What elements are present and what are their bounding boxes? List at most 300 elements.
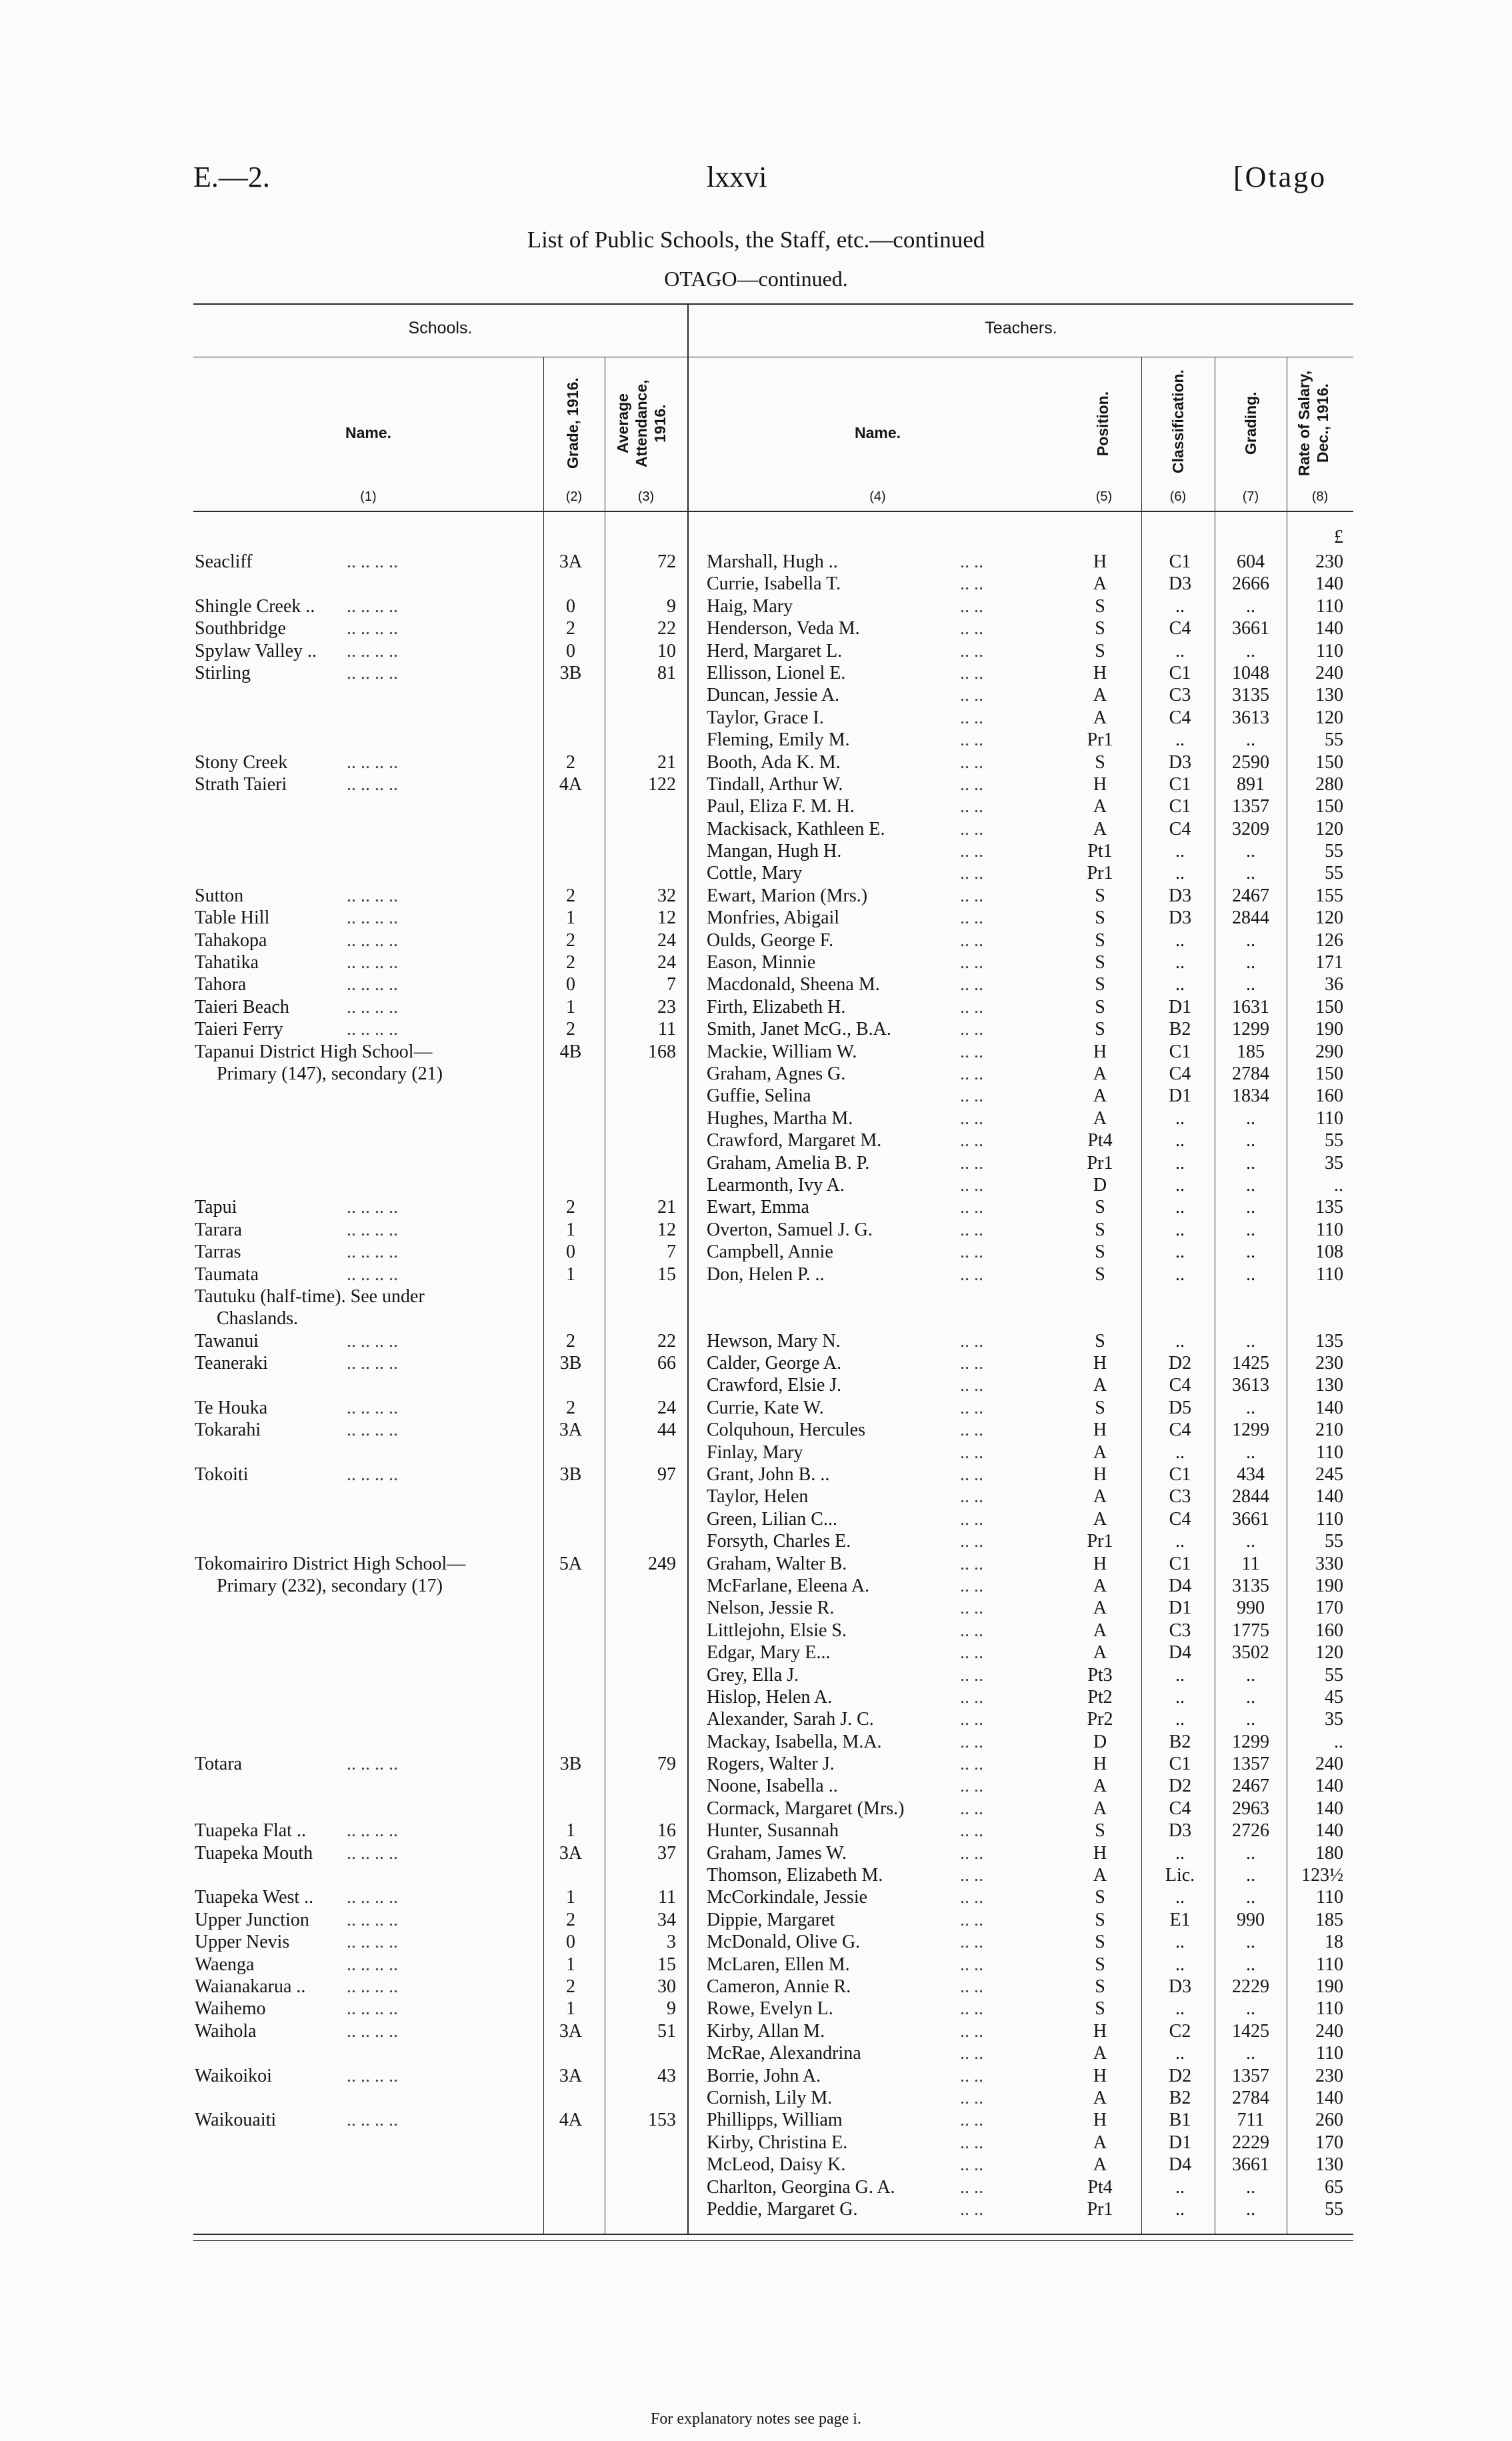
teachers-group-header: Teachers. [985, 319, 1057, 337]
position: S [1095, 929, 1105, 951]
position: S [1095, 1820, 1105, 1842]
position: Pr2 [1087, 1709, 1113, 1730]
position: S [1095, 1219, 1105, 1240]
position: A [1093, 1620, 1107, 1641]
attendance: 15 [657, 1264, 676, 1285]
classification: .. [1175, 841, 1185, 862]
table-row [0, 1508, 1512, 1530]
table-row [0, 1998, 1512, 2020]
col-number: (4) [869, 489, 886, 504]
classification: D5 [1168, 1397, 1192, 1418]
position: A [1093, 1063, 1107, 1084]
table-row [0, 1330, 1512, 1352]
table-row [0, 1775, 1512, 1797]
classification: .. [1175, 1130, 1185, 1151]
attendance: 23 [657, 996, 676, 1017]
attendance: 24 [657, 929, 676, 951]
teacher-name: Learmonth, Ivy A. [707, 1174, 845, 1195]
grading: .. [1246, 1709, 1255, 1730]
leader-dots: .. .. .. .. [347, 640, 398, 661]
salary: 140 [1315, 1486, 1343, 1508]
grade: 3B [559, 1754, 582, 1775]
attendance: 9 [667, 595, 676, 617]
attendance: 34 [657, 1909, 676, 1930]
leader-dots: .. .. [960, 974, 983, 995]
leader-dots: .. .. [960, 1642, 983, 1664]
salary: 190 [1315, 1019, 1343, 1040]
position: A [1093, 2043, 1107, 2064]
table-row [0, 818, 1512, 840]
table-row [0, 2020, 1512, 2042]
salary: 126 [1315, 929, 1343, 951]
salary: 123½ [1301, 1865, 1343, 1886]
grading: .. [1246, 841, 1255, 862]
school-name: Tahatika [195, 952, 259, 973]
table-row [0, 996, 1512, 1018]
position: S [1095, 1019, 1105, 1040]
school-name: Tuapeka Flat .. [195, 1820, 306, 1842]
grading: 1048 [1232, 662, 1269, 683]
salary: 135 [1315, 1330, 1343, 1352]
table-row [0, 2198, 1512, 2220]
grading: .. [1246, 974, 1255, 995]
position: A [1093, 818, 1107, 839]
classification: D3 [1168, 885, 1192, 906]
position: D [1093, 1174, 1107, 1195]
table-row [0, 573, 1512, 595]
leader-dots: .. .. [960, 1932, 983, 1953]
teacher-name: Dippie, Margaret [707, 1909, 835, 1930]
salary: 170 [1315, 1598, 1343, 1619]
classification: D2 [1168, 1776, 1192, 1797]
classification: D3 [1168, 907, 1192, 929]
position: S [1095, 1909, 1105, 1930]
position: A [1093, 796, 1107, 817]
attendance: 168 [648, 1041, 676, 1062]
grading: .. [1246, 729, 1255, 751]
leader-dots: .. .. [960, 1063, 983, 1084]
school-name: Tokoiti [195, 1464, 249, 1486]
salary: 140 [1315, 2087, 1343, 2108]
teacher-name: Hislop, Helen A. [707, 1686, 833, 1708]
grading: .. [1246, 1842, 1255, 1864]
teacher-name: Currie, Isabella T. [707, 573, 841, 595]
position: A [1093, 1508, 1107, 1530]
col-number: (3) [637, 489, 655, 504]
grade: 0 [566, 595, 575, 617]
leader-dots: .. .. [960, 1085, 983, 1107]
table-row [0, 1085, 1512, 1107]
school-name: Tokomairiro District High School— [195, 1553, 466, 1574]
leader-dots: .. .. .. .. [347, 2020, 398, 2042]
table-row [0, 1553, 1512, 1575]
position: H [1093, 2065, 1107, 2086]
leader-dots: .. .. [960, 2198, 983, 2220]
teacher-name: Haig, Mary [707, 595, 793, 617]
grading: 434 [1237, 1464, 1265, 1486]
teacher-name: Hunter, Susannah [707, 1820, 839, 1842]
table-row [0, 1886, 1512, 1908]
table-row [0, 885, 1512, 907]
grading: .. [1246, 1264, 1255, 1285]
grading: .. [1246, 640, 1255, 661]
school-name: Waikouaiti [195, 2110, 277, 2131]
grading: .. [1246, 863, 1255, 884]
classification: .. [1175, 1152, 1185, 1173]
salary: 55 [1325, 1531, 1343, 1552]
leader-dots: .. .. [960, 1620, 983, 1641]
position: H [1093, 1464, 1107, 1486]
grade: 2 [566, 952, 575, 973]
table-row [0, 840, 1512, 862]
leader-dots: .. .. .. .. [347, 1242, 398, 1263]
grading: 1357 [1232, 2065, 1269, 2086]
leader-dots: .. .. [960, 1865, 983, 1886]
grading: .. [1246, 929, 1255, 951]
attendance: 10 [657, 640, 676, 661]
leader-dots: .. .. [960, 863, 983, 884]
grade: 2 [566, 929, 575, 951]
grade: 0 [566, 974, 575, 995]
leader-dots: .. .. .. .. [347, 1219, 398, 1240]
salary: 110 [1316, 1107, 1343, 1129]
salary: 240 [1315, 1754, 1343, 1775]
grading: 2784 [1232, 2087, 1269, 2108]
leader-dots: .. .. [960, 1575, 983, 1596]
classification: C1 [1169, 1041, 1191, 1062]
col-header-school-name: Name. [345, 424, 392, 441]
position: S [1095, 952, 1105, 973]
school-name: Tokarahi [195, 1420, 261, 1441]
table-top-rule [193, 303, 1353, 305]
grading: 2784 [1232, 1063, 1269, 1084]
table-row [0, 862, 1512, 884]
classification: E1 [1169, 1909, 1191, 1930]
attendance: 81 [657, 662, 676, 683]
table-row [0, 1842, 1512, 1864]
grade: 0 [566, 1242, 575, 1263]
grading: 3613 [1232, 707, 1269, 728]
table-row [0, 1686, 1512, 1708]
table-row [0, 1864, 1512, 1886]
leader-dots: .. .. [960, 1420, 983, 1441]
table-row [0, 1286, 1512, 1308]
grading: 990 [1237, 1909, 1265, 1930]
school-name: Totara [195, 1754, 243, 1775]
grade: 1 [566, 1820, 575, 1842]
grading: 1834 [1232, 1085, 1269, 1107]
grade: 5A [559, 1553, 583, 1574]
leader-dots: .. .. [960, 751, 983, 773]
position: H [1093, 551, 1107, 572]
table-row [0, 1107, 1512, 1129]
position: A [1093, 1642, 1107, 1664]
table-row [0, 551, 1512, 573]
attendance: 16 [657, 1820, 676, 1842]
school-name: Stirling [195, 662, 251, 683]
school-name: Sutton [195, 885, 244, 906]
position: A [1093, 2154, 1107, 2176]
table-row [0, 1642, 1512, 1664]
grading: .. [1246, 2176, 1255, 2198]
leader-dots: .. .. .. .. [347, 1754, 398, 1775]
grade: 0 [566, 640, 575, 661]
teacher-name: Hewson, Mary N. [707, 1330, 841, 1352]
teacher-name: Kirby, Allan M. [707, 2020, 825, 2042]
grading: .. [1246, 1397, 1255, 1418]
position: H [1093, 1041, 1107, 1062]
salary: 55 [1325, 729, 1343, 751]
leader-dots: .. .. [960, 1998, 983, 2020]
teacher-name: Alexander, Sarah J. C. [707, 1709, 874, 1730]
salary: 140 [1315, 1776, 1343, 1797]
grade: 3A [559, 2065, 583, 2086]
currency-symbol: £ [1334, 527, 1343, 547]
grading: 1299 [1232, 1019, 1269, 1040]
school-name: Taieri Ferry [195, 1019, 283, 1040]
grading: 1425 [1232, 2020, 1269, 2042]
leader-dots: .. .. [960, 1464, 983, 1486]
leader-dots: .. .. [960, 1486, 983, 1508]
table-row [0, 1909, 1512, 1931]
attendance: 22 [657, 1330, 676, 1352]
grading: 990 [1237, 1598, 1265, 1619]
position: A [1093, 1865, 1107, 1886]
classification: .. [1175, 952, 1185, 973]
teacher-name: Ellisson, Lionel E. [707, 662, 846, 683]
grading: 2229 [1232, 1976, 1269, 1997]
position: H [1093, 1420, 1107, 1441]
grade: 3A [559, 551, 583, 572]
classification: .. [1175, 974, 1185, 995]
grading: 3661 [1232, 2154, 1269, 2176]
table-row [0, 929, 1512, 951]
grading: .. [1246, 1130, 1255, 1151]
table-row [0, 1530, 1512, 1552]
attendance: 72 [657, 551, 676, 572]
school-name: Table Hill [195, 907, 270, 929]
grading: 3135 [1232, 1575, 1269, 1596]
leader-dots: .. .. [960, 841, 983, 862]
school-name: Chaslands. [217, 1308, 299, 1330]
leader-dots: .. .. [960, 1731, 983, 1752]
leader-dots: .. .. [960, 2110, 983, 2131]
salary: 140 [1315, 1798, 1343, 1819]
school-name: Waihola [195, 2020, 257, 2042]
grade: 3B [559, 662, 582, 683]
grading: .. [1246, 1197, 1255, 1218]
classification: .. [1175, 1174, 1185, 1195]
attendance: 43 [657, 2065, 676, 2086]
position: A [1093, 1085, 1107, 1107]
table-row [0, 617, 1512, 639]
salary: 55 [1325, 863, 1343, 884]
school-name: Waihemo [195, 1998, 266, 2020]
leader-dots: .. .. [960, 1820, 983, 1842]
leader-dots: .. .. .. .. [347, 618, 398, 639]
position: H [1093, 2020, 1107, 2042]
leader-dots: .. .. [960, 685, 983, 706]
classification: B2 [1169, 1731, 1191, 1752]
salary: 150 [1315, 751, 1343, 773]
teacher-name: McDonald, Olive G. [707, 1932, 861, 1953]
attendance: 24 [657, 952, 676, 973]
classification: B2 [1169, 2087, 1191, 2108]
salary: 210 [1315, 1420, 1343, 1441]
teacher-name: Nelson, Jessie R. [707, 1598, 835, 1619]
grading: 2590 [1232, 751, 1269, 773]
salary: 170 [1315, 2132, 1343, 2153]
leader-dots: .. .. [960, 2065, 983, 2086]
salary: 160 [1315, 1620, 1343, 1641]
classification: .. [1175, 1887, 1185, 1908]
leader-dots: .. .. [960, 1330, 983, 1352]
salary: 110 [1316, 1508, 1343, 1530]
grading: 2963 [1232, 1798, 1269, 1819]
grading: .. [1246, 1998, 1255, 2020]
teacher-name: Grant, John B. .. [707, 1464, 830, 1486]
grade: 2 [566, 1019, 575, 1040]
classification: D1 [1168, 1085, 1192, 1107]
teacher-name: Smith, Janet McG., B.A. [707, 1019, 891, 1040]
col-header-attendance: Average Attendance, 1916. [614, 379, 669, 467]
teacher-name: Kirby, Christina E. [707, 2132, 848, 2153]
position: Pt4 [1087, 2176, 1113, 2198]
grade: 1 [566, 1887, 575, 1908]
teacher-name: Mackay, Isabella, M.A. [707, 1731, 882, 1752]
school-name: Tautuku (half-time). See under [195, 1286, 425, 1307]
classification: .. [1175, 1664, 1185, 1686]
leader-dots: .. .. [960, 1553, 983, 1574]
salary: 110 [1316, 1954, 1343, 1975]
table-row [0, 1753, 1512, 1775]
teacher-name: Fleming, Emily M. [707, 729, 850, 751]
school-name: Strath Taieri [195, 773, 287, 795]
table-row [0, 1954, 1512, 1976]
table-row [0, 662, 1512, 684]
grading: .. [1246, 1664, 1255, 1686]
header-right: [Otago [1233, 161, 1327, 193]
classification: D3 [1168, 751, 1192, 773]
salary: 110 [1316, 2043, 1343, 2064]
leader-dots: .. .. [960, 1664, 983, 1686]
classification: .. [1175, 2176, 1185, 2198]
classification: C1 [1169, 1754, 1191, 1775]
salary: 245 [1315, 1464, 1343, 1486]
table-row [0, 640, 1512, 662]
classification: .. [1175, 1932, 1185, 1953]
table-row [0, 729, 1512, 751]
position: H [1093, 773, 1107, 795]
leader-dots: .. .. [960, 818, 983, 839]
leader-dots: .. .. [960, 2132, 983, 2153]
leader-dots: .. .. .. .. [347, 2110, 398, 2131]
teacher-name: Phillipps, William [707, 2110, 843, 2131]
table-row [0, 973, 1512, 995]
classification: C1 [1169, 662, 1191, 683]
teacher-name: Macdonald, Sheena M. [707, 974, 880, 995]
school-name: Spylaw Valley .. [195, 640, 317, 661]
position: A [1093, 707, 1107, 728]
grade: 3A [559, 2020, 583, 2042]
grade: 1 [566, 907, 575, 929]
classification: C3 [1169, 685, 1191, 706]
classification: D3 [1168, 573, 1192, 595]
col-number: (1) [360, 489, 377, 504]
grading: 3209 [1232, 818, 1269, 839]
salary: 230 [1315, 2065, 1343, 2086]
table-row [0, 2065, 1512, 2087]
position: S [1095, 974, 1105, 995]
leader-dots: .. .. .. .. [347, 662, 398, 683]
leader-dots: .. .. [960, 1442, 983, 1463]
salary: 55 [1325, 2198, 1343, 2220]
teacher-name: Ewart, Marion (Mrs.) [707, 885, 868, 906]
teacher-name: Rowe, Evelyn L. [707, 1998, 833, 2020]
leader-dots: .. .. .. .. [347, 1820, 398, 1842]
table-row [0, 2154, 1512, 2176]
school-name: Stony Creek [195, 751, 288, 773]
leader-dots: .. .. [960, 1531, 983, 1552]
position: A [1093, 1375, 1107, 1396]
classification: D4 [1168, 1575, 1192, 1596]
teacher-name: Finlay, Mary [707, 1442, 803, 1463]
salary: 150 [1315, 996, 1343, 1017]
salary: 130 [1315, 685, 1343, 706]
col-number: (8) [1311, 489, 1329, 504]
classification: .. [1175, 1709, 1185, 1730]
page-number: lxxvi [707, 161, 767, 193]
classification: D1 [1168, 996, 1192, 1017]
school-name: Southbridge [195, 618, 286, 639]
leader-dots: .. .. .. .. [347, 1420, 398, 1441]
teacher-name: Currie, Kate W. [707, 1397, 824, 1418]
leader-dots: .. .. [960, 1976, 983, 1997]
classification: C1 [1169, 1553, 1191, 1574]
leader-dots: .. .. .. .. [347, 1464, 398, 1486]
footnote: For explanatory notes see page i. [651, 2410, 861, 2428]
grade: 2 [566, 885, 575, 906]
classification: .. [1175, 1330, 1185, 1352]
classification: C4 [1169, 1375, 1191, 1396]
leader-dots: .. .. [960, 1242, 983, 1263]
grade: 1 [566, 1219, 575, 1240]
salary: 110 [1316, 1442, 1343, 1463]
classification: C4 [1169, 1420, 1191, 1441]
salary: 65 [1325, 2176, 1343, 2198]
leader-dots: .. .. .. .. [347, 595, 398, 617]
attendance: 32 [657, 885, 676, 906]
school-name: Taieri Beach [195, 996, 289, 1017]
leader-dots: .. .. .. .. [347, 1842, 398, 1864]
grading: .. [1246, 2198, 1255, 2220]
grading: 3661 [1232, 618, 1269, 639]
classification: .. [1175, 595, 1185, 617]
classification: D2 [1168, 2065, 1192, 2086]
leader-dots: .. .. [960, 1107, 983, 1129]
attendance: 37 [657, 1842, 676, 1864]
school-name: Tuapeka West .. [195, 1887, 314, 1908]
table-row [0, 2176, 1512, 2198]
grading: 3613 [1232, 1375, 1269, 1396]
classification: D1 [1168, 2132, 1192, 2153]
position: S [1095, 1242, 1105, 1263]
table-row [0, 1352, 1512, 1374]
teacher-name: Mackisack, Kathleen E. [707, 818, 885, 839]
leader-dots: .. .. .. .. [347, 2065, 398, 2086]
position: A [1093, 1798, 1107, 1819]
salary: 230 [1315, 1353, 1343, 1374]
